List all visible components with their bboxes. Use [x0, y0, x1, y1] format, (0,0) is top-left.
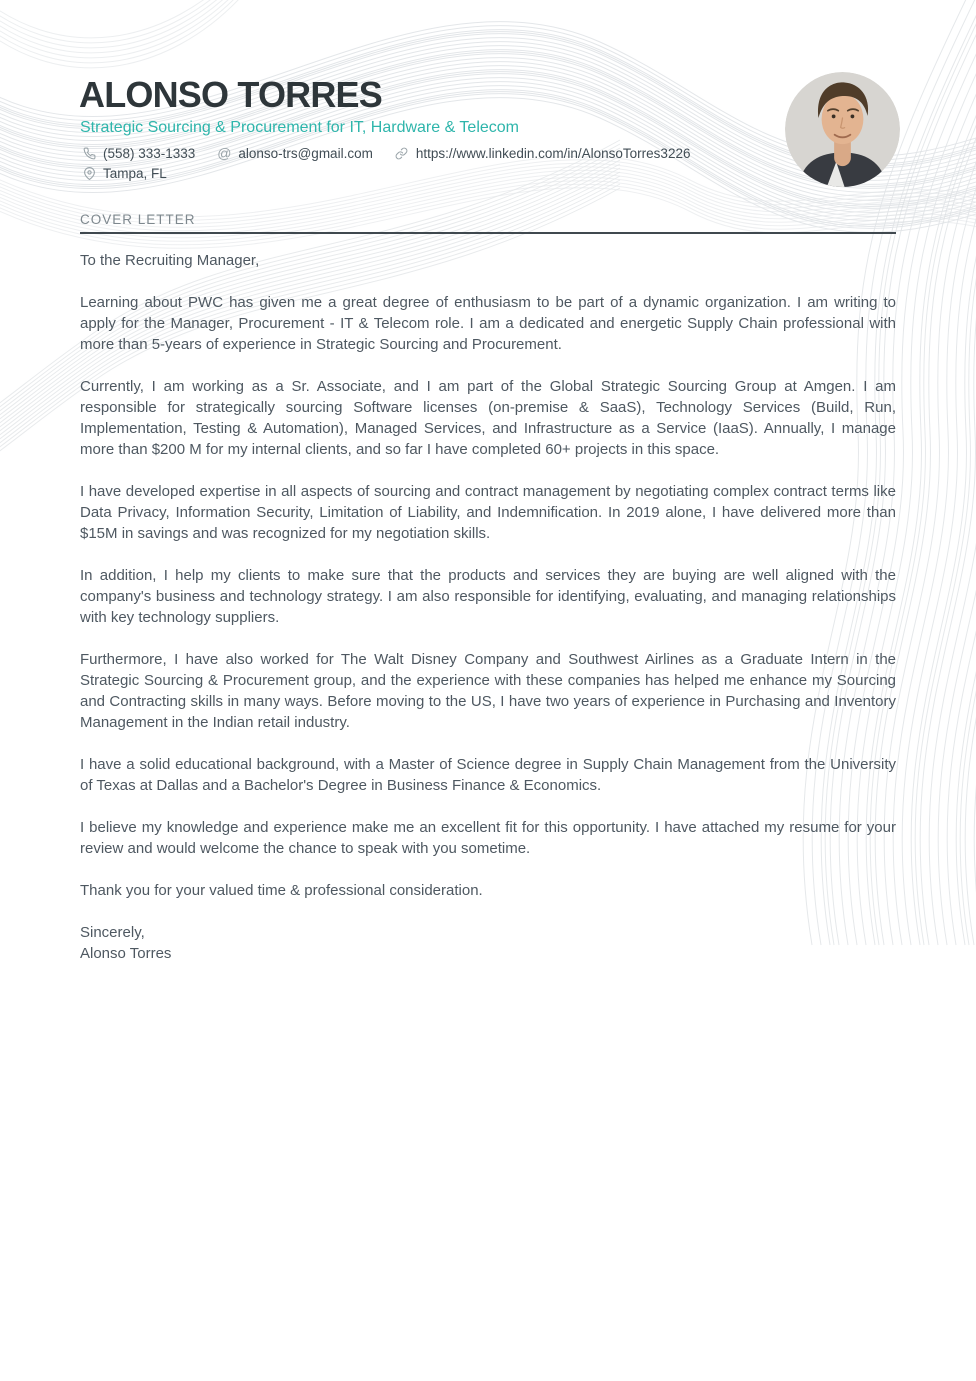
contact-location: [82, 166, 167, 181]
contact-phone: [82, 146, 195, 161]
paragraph-8: Thank you for your valued time & professional consideration.: [80, 882, 483, 899]
person-job-title: Strategic Sourcing & Procurement for IT, Hardware & Telecom: [80, 119, 519, 136]
contact-linkedin: [395, 146, 691, 161]
greeting: To the Recruiting Manager,: [80, 252, 260, 269]
paragraph-4: In addition, I help my clients to make sure that the products and services they are buying are well aligned with the company's business and technology strategy. I am also responsible for identifying, evaluating, and managing relationships with key technology suppliers.: [80, 567, 896, 626]
paragraph-1: Learning about PWC has given me a great degree of enthusiasm to be part of a dynamic organization. I am writing to apply for the Manager, Procurement - IT & Telecom role. I am a dedicated and energetic Supply Chain professional with more than 5-years of experience in Strategic Sourcing and Procurement.: [80, 294, 896, 353]
paragraph-7: I believe my knowledge and experience make me an excellent fit for this opportunity. I have attached my resume for your review and would welcome the chance to speak with you sometime.: [80, 819, 896, 857]
paragraph-2: Currently, I am working as a Sr. Associate, and I am part of the Global Strategic Sourcing Group at Amgen. I am responsible for strategically sourcing Software licenses (on-premise & SaaS), Technology Services (Build, Run, Implementation, Testing & Automation), Managed Services, and Infrastructure as a Service (IaaS). Annually, I manage more than $200 M for my internal clients, and so far I have completed 60+ projects in this space.: [80, 378, 896, 458]
contact-row-1: [82, 143, 690, 163]
map-pin-icon: [82, 166, 96, 180]
paragraph-6: I have a solid educational background, with a Master of Science degree in Supply Chain Management from the University of Texas at Dallas and a Bachelor's Degree in Business Finance & Economics.: [80, 756, 896, 794]
person-name: ALONSO TORRES: [79, 74, 382, 115]
contact-block: [82, 143, 690, 183]
link-icon: [395, 146, 409, 160]
email-address[interactable]: alonso-trs@gmail.com: [238, 145, 373, 161]
section-divider: [80, 232, 896, 234]
paragraph-3: I have developed expertise in all aspects of sourcing and contract management by negotiating complex contract terms like Data Privacy, Information Security, Limitation of Liability, and Indemnification. In 2019 alone, I have delivered more than $15M in savings and was recognized for my negotiation skills.: [80, 483, 896, 542]
contact-row-2: [82, 163, 690, 183]
letter-body: [80, 250, 896, 964]
signature: Alonso Torres: [80, 945, 172, 962]
section-title: COVER LETTER: [80, 212, 196, 227]
at-sign-icon: @: [217, 145, 232, 161]
paragraph-5: Furthermore, I have also worked for The Walt Disney Company and Southwest Airlines as a Graduate Intern in the Strategic Sourcing & Procurement group, and the experience with these companies has helped me enhance my Sourcing and Contracting skills in many ways. Before moving to the US, I have two years of experience in Purchasing and Inventory Management in the Indian retail industry.: [80, 651, 896, 731]
phone-icon: [82, 146, 96, 160]
phone-number: (558) 333-1333: [103, 145, 196, 161]
closing: Sincerely,: [80, 924, 145, 941]
linkedin-url[interactable]: https://www.linkedin.com/in/AlonsoTorres3226: [415, 145, 691, 161]
avatar: [785, 72, 900, 187]
contact-email: [217, 146, 373, 161]
avatar-portrait: [785, 72, 900, 187]
location-text: Tampa, FL: [103, 165, 167, 181]
